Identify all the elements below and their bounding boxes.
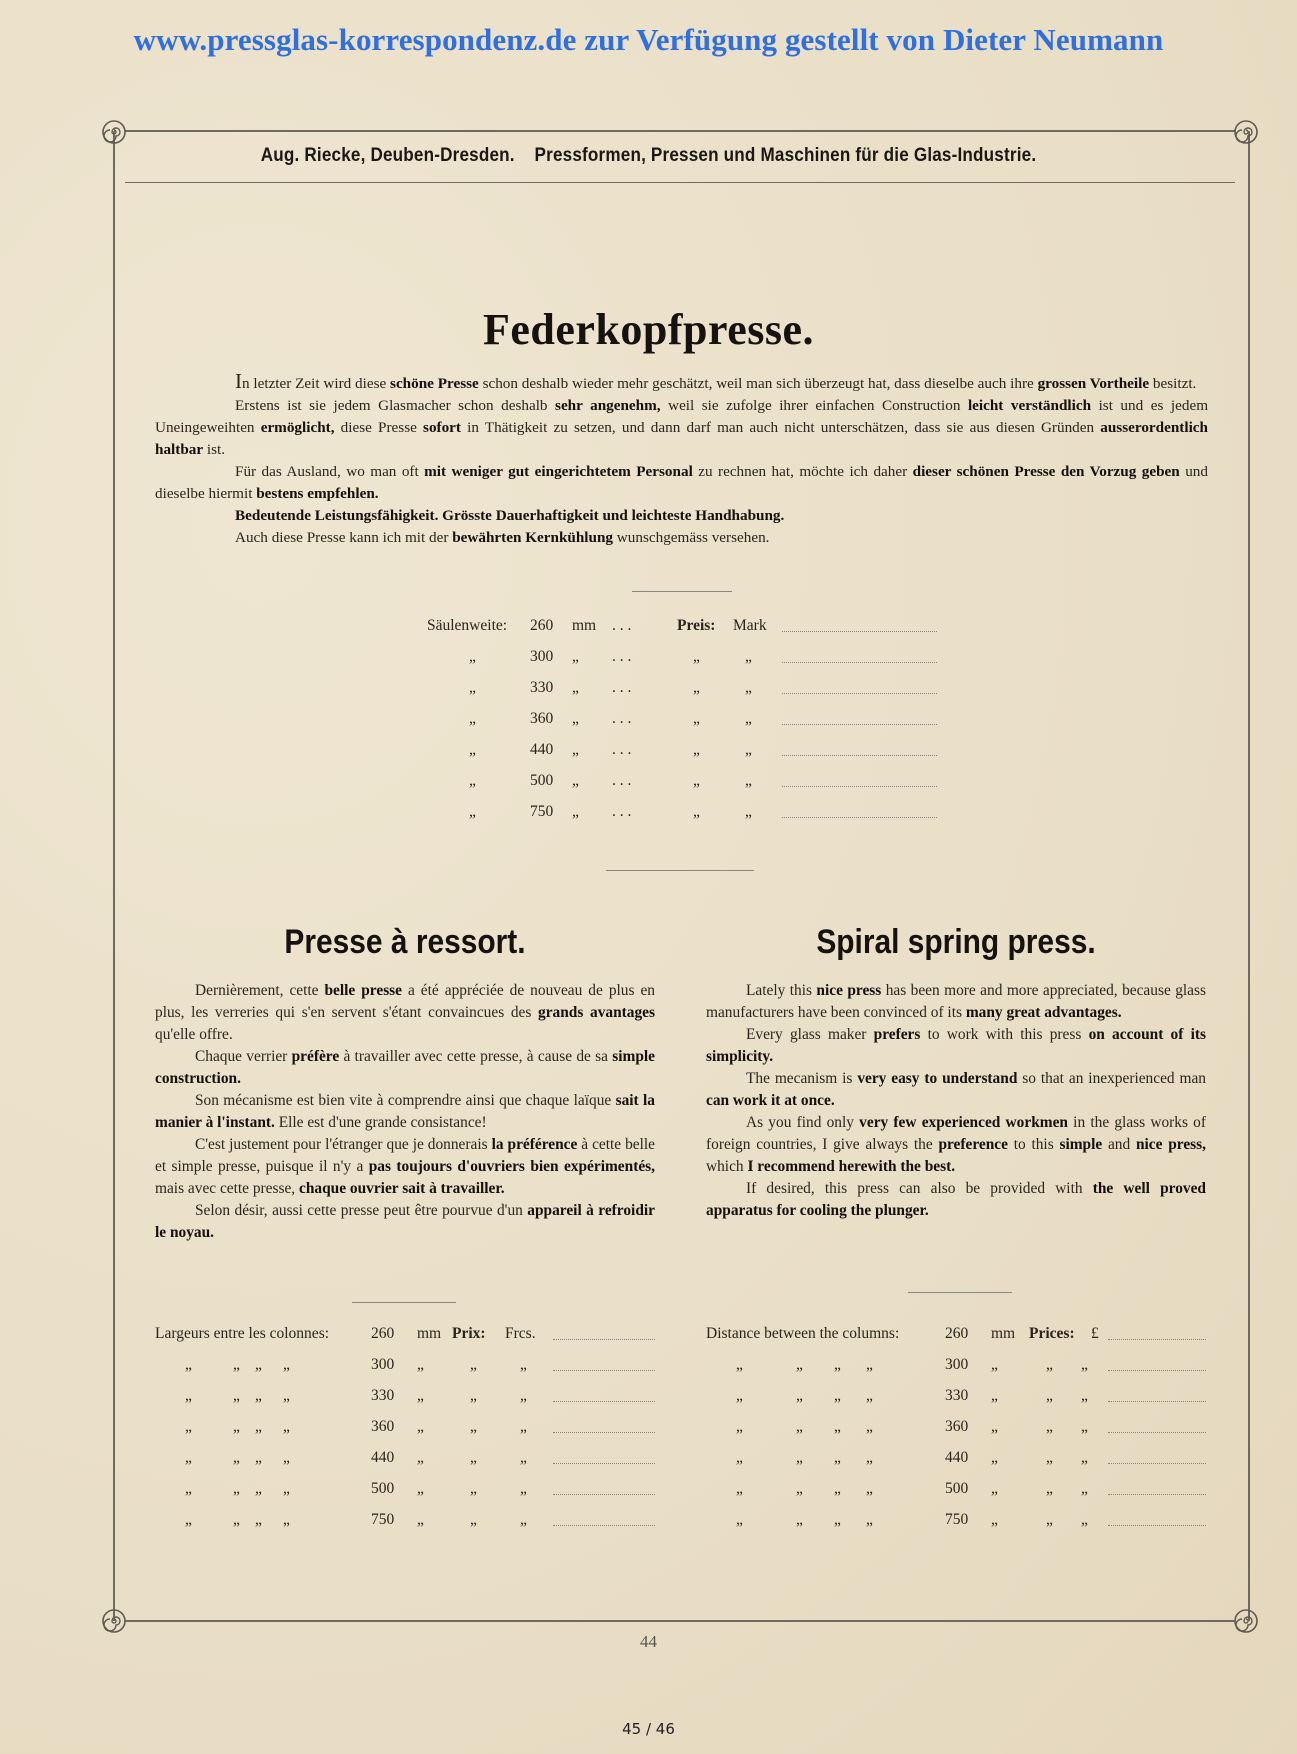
ditto-mark: „ — [572, 679, 579, 696]
ditto-mark: „ — [1081, 1480, 1088, 1497]
ditto-mark: „ — [233, 1387, 240, 1404]
price-label: Prices: — [1029, 1325, 1075, 1342]
price-blank-field[interactable] — [782, 679, 937, 694]
body-text: to work with this press — [920, 1026, 1089, 1043]
body-text: Elle est d'une grande consistance! — [274, 1114, 487, 1131]
paragraph — [155, 980, 655, 1046]
ditto-mark: „ — [470, 1511, 477, 1528]
ditto-mark: „ — [185, 1511, 192, 1528]
unit: mm — [991, 1325, 1016, 1342]
ditto-mark: „ — [417, 1356, 424, 1373]
emphasis-text: the well proved apparatus for cooling the plunger. — [706, 1180, 1206, 1219]
size-value: 260 — [945, 1325, 969, 1342]
ditto-mark: „ — [572, 710, 579, 727]
ditto-mark: „ — [991, 1356, 998, 1373]
size-value: 360 — [371, 1418, 395, 1435]
body-text: As you find only — [746, 1114, 860, 1131]
emphasis-text: sehr angenehm, — [555, 397, 661, 414]
price-blank-field[interactable] — [1108, 1511, 1206, 1526]
size-value: 500 — [371, 1480, 395, 1497]
ditto-mark: „ — [520, 1511, 527, 1528]
emphasis-text: sait la manier à l'instant. — [155, 1092, 655, 1131]
price-blank-field[interactable] — [553, 1418, 655, 1433]
ditto-mark: „ — [834, 1356, 841, 1373]
price-row — [706, 1325, 1206, 1347]
paragraph — [706, 1024, 1206, 1068]
pdf-page-indicator: 45 / 46 — [622, 1720, 675, 1738]
body-text: Every glass maker — [746, 1026, 874, 1043]
ditto-mark: „ — [736, 1418, 743, 1435]
section-divider — [606, 870, 754, 871]
price-row — [706, 1480, 1206, 1502]
price-blank-field[interactable] — [553, 1449, 655, 1464]
company-tagline: Pressformen, Pressen und Maschinen für die Glas-Industrie. — [534, 145, 1037, 166]
paragraph — [155, 1200, 655, 1244]
body-text: If desired, this press can also be provided with — [746, 1180, 1093, 1197]
ditto-mark: „ — [796, 1418, 803, 1435]
currency: £ — [1091, 1325, 1099, 1342]
body-text: Chaque verrier — [195, 1048, 292, 1065]
emphasis-text: grossen Vortheile — [1037, 375, 1150, 392]
body-text: which — [706, 1158, 748, 1175]
ditto-mark: „ — [470, 1480, 477, 1497]
ditto-mark: „ — [1046, 1449, 1053, 1466]
ditto-mark: „ — [991, 1387, 998, 1404]
price-blank-field[interactable] — [553, 1356, 655, 1371]
ditto-mark: „ — [866, 1480, 873, 1497]
french-description — [155, 980, 655, 1244]
body-text: schon deshalb wieder mehr geschätzt, weil man sich überzeugt hat, dass dieselbe auch ihre — [478, 375, 1038, 392]
ditto-mark: „ — [255, 1480, 262, 1497]
ditto-mark: „ — [469, 710, 476, 727]
ditto-mark: „ — [233, 1449, 240, 1466]
ditto-mark: „ — [1046, 1511, 1053, 1528]
emphasis-text: nice press — [816, 982, 882, 999]
price-row — [155, 1449, 655, 1471]
ditto-mark: „ — [185, 1480, 192, 1497]
emphasis-text: bestens empfehlen. — [256, 485, 379, 502]
ditto-mark: „ — [469, 679, 476, 696]
paragraph — [706, 980, 1206, 1024]
ditto-mark: „ — [470, 1356, 477, 1373]
emphasis-text: chaque ouvrier sait à travailler. — [299, 1180, 505, 1197]
ditto-mark: „ — [745, 803, 752, 820]
ditto-mark: „ — [745, 648, 752, 665]
ditto-mark: „ — [470, 1387, 477, 1404]
price-blank-field[interactable] — [1108, 1449, 1206, 1464]
emphasis-text: very few experienced workmen — [859, 1114, 1068, 1131]
ditto-mark: „ — [417, 1418, 424, 1435]
body-text: Auch diese Presse kann ich mit der — [235, 529, 453, 546]
ditto-mark: „ — [185, 1387, 192, 1404]
english-description — [706, 980, 1206, 1222]
ditto-mark: „ — [745, 710, 752, 727]
ditto-mark: „ — [283, 1511, 290, 1528]
leader-dots: . . . — [612, 741, 632, 758]
ditto-mark: „ — [745, 679, 752, 696]
price-row — [427, 679, 937, 701]
ditto-mark: „ — [255, 1356, 262, 1373]
size-value: 360 — [530, 710, 554, 727]
ditto-mark: „ — [470, 1449, 477, 1466]
body-text: so that an inexperienced man — [1017, 1070, 1207, 1087]
body-text: Son mécanisme est bien vite à comprendre ainsi que chaque laïque — [195, 1092, 616, 1109]
size-value: 330 — [371, 1387, 395, 1404]
ditto-mark: „ — [233, 1418, 240, 1435]
body-text: besitzt. — [1149, 375, 1197, 392]
english-title: Spiral spring press. — [816, 923, 1096, 961]
ditto-mark: „ — [470, 1418, 477, 1435]
price-row — [155, 1356, 655, 1378]
size-value: 300 — [530, 648, 554, 665]
section-divider — [908, 1292, 1012, 1293]
ditto-mark: „ — [1081, 1418, 1088, 1435]
price-blank-field[interactable] — [1108, 1418, 1206, 1433]
price-blank-field[interactable] — [782, 617, 937, 632]
ditto-mark: „ — [1081, 1356, 1088, 1373]
page-number: 44 — [640, 1632, 657, 1651]
leader-dots: . . . — [612, 710, 632, 727]
ditto-mark: „ — [796, 1511, 803, 1528]
emphasis-text: bewährten Kernkühlung — [452, 529, 613, 546]
size-label: Säulenweite: — [427, 617, 508, 634]
price-row — [155, 1418, 655, 1440]
ditto-mark: „ — [736, 1387, 743, 1404]
emphasis-text: simple — [1059, 1136, 1103, 1153]
spiral-ornament-icon — [101, 1608, 127, 1634]
size-value: 360 — [945, 1418, 969, 1435]
leader-dots: . . . — [612, 772, 632, 789]
price-row — [427, 772, 937, 794]
ditto-mark: „ — [233, 1480, 240, 1497]
ditto-mark: „ — [255, 1449, 262, 1466]
paragraph — [706, 1178, 1206, 1222]
german-description — [155, 370, 1208, 549]
body-text: Selon désir, aussi cette presse peut être pourvue d'un — [195, 1202, 528, 1219]
ditto-mark: „ — [796, 1449, 803, 1466]
emphasis-text: I recommend herewith the best. — [747, 1158, 956, 1175]
price-blank-field[interactable] — [1108, 1325, 1206, 1340]
price-row — [706, 1511, 1206, 1533]
price-row — [427, 617, 937, 639]
body-text: and — [1102, 1136, 1136, 1153]
emphasis-text: very easy to understand — [857, 1070, 1018, 1087]
french-title: Presse à ressort. — [284, 923, 526, 961]
body-text: to this — [1007, 1136, 1060, 1153]
ditto-mark: „ — [834, 1449, 841, 1466]
body-text: mais avec cette presse, — [155, 1180, 300, 1197]
ditto-mark: „ — [233, 1511, 240, 1528]
ditto-mark: „ — [572, 741, 579, 758]
emphasis-text: on account of its simplicity. — [706, 1026, 1206, 1065]
ditto-mark: „ — [185, 1418, 192, 1435]
body-text: ist und es jedem Uneingeweihten — [155, 397, 1209, 436]
paragraph — [706, 1112, 1206, 1178]
paragraph — [706, 1068, 1206, 1112]
paragraph — [155, 1046, 655, 1090]
body-text: weil sie zufolge ihrer einfachen Construction — [660, 397, 968, 414]
emphasis-text: many great advantages. — [965, 1004, 1122, 1021]
ditto-mark: „ — [520, 1480, 527, 1497]
emphasis-text: mit weniger gut eingerichtetem Personal — [424, 463, 693, 480]
ditto-mark: „ — [991, 1480, 998, 1497]
german-title: Federkopfpresse. — [482, 305, 815, 354]
ditto-mark: „ — [796, 1387, 803, 1404]
ditto-mark: „ — [991, 1418, 998, 1435]
size-value: 440 — [530, 741, 554, 758]
emphasis-text: schöne Presse — [390, 375, 479, 392]
ditto-mark: „ — [283, 1356, 290, 1373]
ditto-mark: „ — [233, 1356, 240, 1373]
price-row — [155, 1387, 655, 1409]
price-blank-field[interactable] — [553, 1480, 655, 1495]
ditto-mark: „ — [834, 1387, 841, 1404]
size-value: 750 — [530, 803, 554, 820]
body-text: Lately this — [746, 982, 817, 999]
paragraph — [155, 1134, 655, 1200]
ditto-mark: „ — [834, 1418, 841, 1435]
ditto-mark: „ — [693, 772, 700, 789]
price-blank-field[interactable] — [553, 1325, 655, 1340]
emphasis-text: préfère — [291, 1048, 340, 1065]
price-row — [155, 1325, 655, 1347]
ditto-mark: „ — [572, 803, 579, 820]
company-header — [65, 145, 1232, 167]
price-blank-field[interactable] — [782, 741, 937, 756]
ditto-mark: „ — [185, 1356, 192, 1373]
body-text: a été appréciée de nouveau de plus en plus, les verreries qui s'en servent s'étant convaincues des — [155, 982, 655, 1021]
emphasis-text: simple construction. — [155, 1048, 656, 1087]
section-divider — [632, 591, 732, 592]
ditto-mark: „ — [693, 710, 700, 727]
size-value: 500 — [945, 1480, 969, 1497]
spiral-ornament-icon — [101, 119, 127, 145]
paragraph — [155, 527, 1208, 549]
ditto-mark: „ — [520, 1356, 527, 1373]
ditto-mark: „ — [991, 1511, 998, 1528]
emphasis-text: nice press, — [1135, 1136, 1206, 1153]
size-value: 330 — [530, 679, 554, 696]
size-label: Largeurs entre les colonnes: — [155, 1325, 330, 1342]
ditto-mark: „ — [1046, 1418, 1053, 1435]
ditto-mark: „ — [1046, 1480, 1053, 1497]
body-text: diese Presse — [334, 419, 424, 436]
size-value: 330 — [945, 1387, 969, 1404]
ditto-mark: „ — [283, 1449, 290, 1466]
size-label: Distance between the columns: — [706, 1325, 900, 1342]
paragraph — [155, 505, 1208, 527]
emphasis-text: grands avantages — [538, 1004, 655, 1021]
ditto-mark: „ — [283, 1418, 290, 1435]
body-text: ist. — [203, 441, 226, 458]
price-blank-field[interactable] — [782, 710, 937, 725]
size-value: 440 — [371, 1449, 395, 1466]
size-value: 300 — [371, 1356, 395, 1373]
price-blank-field[interactable] — [553, 1387, 655, 1402]
spiral-ornament-icon — [1233, 1608, 1259, 1634]
emphasis-text: la préférence — [491, 1136, 578, 1153]
body-text: in Thätigkeit zu setzen, und dann darf man auch nicht unterschätzen, dass sie aus diesen Gründen — [461, 419, 1101, 436]
price-row — [706, 1387, 1206, 1409]
ditto-mark: „ — [866, 1356, 873, 1373]
ditto-mark: „ — [520, 1387, 527, 1404]
ditto-mark: „ — [255, 1418, 262, 1435]
size-value: 750 — [945, 1511, 969, 1528]
emphasis-text: sofort — [423, 419, 461, 436]
ditto-mark: „ — [417, 1480, 424, 1497]
ditto-mark: „ — [255, 1511, 262, 1528]
leader-dots: . . . — [612, 679, 632, 696]
ditto-mark: „ — [866, 1387, 873, 1404]
size-value: 260 — [371, 1325, 395, 1342]
body-text: has been more and more appreciated, because glass manufacturers have been convinced of its — [706, 982, 1206, 1021]
ditto-mark: „ — [469, 803, 476, 820]
body-text: Dernièrement, cette — [195, 982, 325, 999]
ditto-mark: „ — [991, 1449, 998, 1466]
ditto-mark: „ — [572, 648, 579, 665]
ditto-mark: „ — [417, 1511, 424, 1528]
ditto-mark: „ — [520, 1449, 527, 1466]
ditto-mark: „ — [1081, 1449, 1088, 1466]
ditto-mark: „ — [469, 648, 476, 665]
body-text: in the glass works of foreign countries, I give always the — [706, 1114, 1206, 1153]
ditto-mark: „ — [185, 1449, 192, 1466]
price-row — [155, 1480, 655, 1502]
ditto-mark: „ — [572, 772, 579, 789]
emphasis-text: ermöglicht, — [260, 419, 335, 436]
emphasis-text: Bedeutende Leistungsfähigkeit. Grösste Dauerhaftigkeit und leichteste Handhabung. — [235, 507, 785, 524]
paragraph — [155, 370, 1208, 395]
price-row — [706, 1356, 1206, 1378]
ditto-mark: „ — [745, 741, 752, 758]
price-blank-field[interactable] — [782, 772, 937, 787]
body-text: qu'elle offre. — [155, 1026, 233, 1043]
unit: mm — [572, 617, 597, 634]
price-blank-field[interactable] — [1108, 1480, 1206, 1495]
leader-dots: . . . — [612, 803, 632, 820]
price-blank-field[interactable] — [782, 803, 937, 818]
currency: Frcs. — [505, 1325, 536, 1342]
ditto-mark: „ — [1046, 1356, 1053, 1373]
size-value: 750 — [371, 1511, 395, 1528]
price-row — [427, 741, 937, 763]
price-blank-field[interactable] — [782, 648, 937, 663]
size-value: 500 — [530, 772, 554, 789]
ditto-mark: „ — [469, 741, 476, 758]
frame-bottom-rule — [125, 1620, 1235, 1622]
watermark-link[interactable]: www.pressglas-korrespondenz.de zur Verfügung gestellt von Dieter Neumann — [133, 22, 1164, 57]
leader-dots: . . . — [612, 648, 632, 665]
body-text: C'est justement pour l'étranger que je donnerais — [195, 1136, 492, 1153]
emphasis-text: preference — [938, 1136, 1008, 1153]
ditto-mark: „ — [693, 648, 700, 665]
price-row — [706, 1418, 1206, 1440]
emphasis-text: appareil à refroidir le noyau. — [155, 1202, 655, 1241]
body-text: n letzter Zeit wird diese — [242, 375, 391, 392]
currency: Mark — [733, 617, 767, 634]
price-blank-field[interactable] — [1108, 1356, 1206, 1371]
paragraph — [155, 395, 1208, 461]
ditto-mark: „ — [866, 1418, 873, 1435]
ditto-mark: „ — [736, 1356, 743, 1373]
ditto-mark: „ — [255, 1387, 262, 1404]
ditto-mark: „ — [520, 1418, 527, 1435]
leader-dots: . . . — [612, 617, 632, 634]
size-value: 300 — [945, 1356, 969, 1373]
header-rule — [125, 182, 1235, 183]
company-name: Aug. Riecke, Deuben-Dresden. — [260, 145, 515, 166]
ditto-mark: „ — [1046, 1387, 1053, 1404]
price-row — [427, 648, 937, 670]
price-label: Prix: — [452, 1325, 486, 1342]
price-row — [155, 1511, 655, 1533]
body-text: à cette belle et simple presse, puisque il n'y a — [155, 1136, 655, 1175]
price-blank-field[interactable] — [1108, 1387, 1206, 1402]
emphasis-text: dieser schönen Presse den Vorzug geben — [912, 463, 1180, 480]
emphasis-text: ausserordentlich haltbar — [155, 419, 1208, 458]
ditto-mark: „ — [417, 1387, 424, 1404]
body-text: Erstens ist sie jedem Glasmacher schon deshalb — [235, 397, 556, 414]
price-blank-field[interactable] — [553, 1511, 655, 1526]
body-text: zu rechnen hat, möchte ich daher — [692, 463, 913, 480]
ditto-mark: „ — [693, 803, 700, 820]
body-text: wunschgemäss versehen. — [613, 529, 770, 546]
body-text: Für das Ausland, wo man oft — [235, 463, 425, 480]
ditto-mark: „ — [834, 1480, 841, 1497]
ditto-mark: „ — [736, 1449, 743, 1466]
body-text: à travailler avec cette presse, à cause de sa — [339, 1048, 613, 1065]
price-row — [427, 803, 937, 825]
spiral-ornament-icon — [1233, 119, 1259, 145]
price-label: Preis: — [677, 617, 716, 634]
size-value: 260 — [530, 617, 554, 634]
ditto-mark: „ — [693, 679, 700, 696]
ditto-mark: „ — [693, 741, 700, 758]
emphasis-text: pas toujours d'ouvriers bien expérimentés, — [368, 1158, 655, 1175]
size-value: 440 — [945, 1449, 969, 1466]
emphasis-text: leicht verständlich — [967, 397, 1092, 414]
paragraph — [155, 1090, 655, 1134]
ditto-mark: „ — [1081, 1387, 1088, 1404]
ditto-mark: „ — [417, 1449, 424, 1466]
ditto-mark: „ — [796, 1356, 803, 1373]
paragraph — [155, 461, 1208, 505]
emphasis-text: can work it at once. — [706, 1092, 835, 1109]
emphasis-text: belle presse — [324, 982, 402, 999]
body-text: The mecanism is — [746, 1070, 858, 1087]
frame-top-rule — [125, 130, 1235, 132]
ditto-mark: „ — [866, 1449, 873, 1466]
ditto-mark: „ — [796, 1480, 803, 1497]
ditto-mark: „ — [745, 772, 752, 789]
price-row — [427, 710, 937, 732]
ditto-mark: „ — [736, 1480, 743, 1497]
price-row — [706, 1449, 1206, 1471]
body-text: und dieselbe hiermit — [155, 463, 1208, 502]
drop-cap: I — [235, 369, 242, 393]
ditto-mark: „ — [283, 1387, 290, 1404]
ditto-mark: „ — [283, 1480, 290, 1497]
ditto-mark: „ — [834, 1511, 841, 1528]
unit: mm — [417, 1325, 442, 1342]
section-divider — [352, 1302, 456, 1303]
ditto-mark: „ — [1081, 1511, 1088, 1528]
ditto-mark: „ — [469, 772, 476, 789]
ditto-mark: „ — [736, 1511, 743, 1528]
emphasis-text: prefers — [873, 1026, 921, 1043]
ditto-mark: „ — [866, 1511, 873, 1528]
